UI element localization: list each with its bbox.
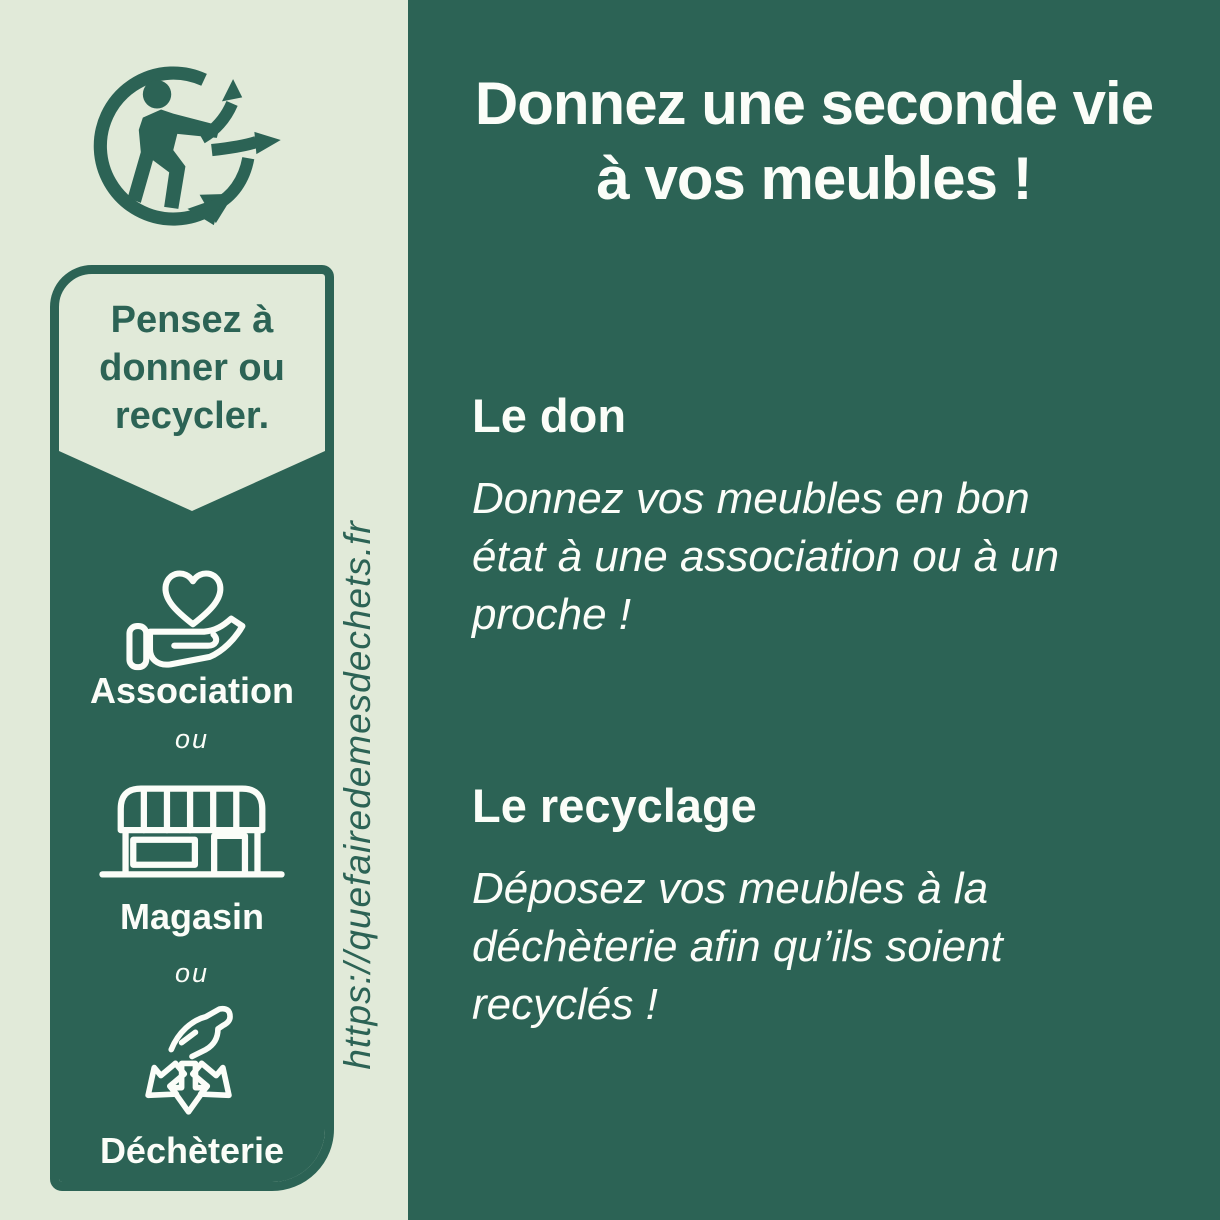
or-separator: ou xyxy=(174,724,210,754)
triman-recycling-logo xyxy=(82,36,300,250)
main-title xyxy=(408,66,1220,216)
dropping-hand xyxy=(171,1009,230,1057)
triman-person-head xyxy=(143,80,171,108)
website-url: https://quefairedemesdechets.fr xyxy=(337,520,378,1070)
destination-association: Association xyxy=(89,670,295,711)
section-heading-recyclage: Le recyclage xyxy=(472,779,757,832)
triman-arrow-right-head xyxy=(254,132,280,154)
triman-arrow-up-head xyxy=(222,79,242,101)
section-body-don xyxy=(472,470,1172,644)
banner-line: donner ou xyxy=(99,347,285,389)
donate-recycle-card xyxy=(50,265,334,1191)
card-banner xyxy=(59,296,325,440)
text-line: Donnez vos meubles en bon xyxy=(472,474,1030,523)
title-line: Donnez une seconde vie xyxy=(474,70,1154,137)
or-separator: ou xyxy=(174,958,210,988)
store-awning-stripes xyxy=(144,789,236,830)
triman-person-body xyxy=(128,110,220,209)
hand-outline xyxy=(150,619,242,665)
destination-magasin: Magasin xyxy=(119,896,265,937)
destination-dechetterie: Déchèterie xyxy=(99,1130,285,1171)
section-body-recyclage xyxy=(472,860,1172,1034)
left-panel xyxy=(0,0,408,1220)
hand-thumb-line xyxy=(174,634,216,645)
banner-line: Pensez à xyxy=(110,299,274,341)
right-panel xyxy=(408,0,1220,1220)
store-window xyxy=(133,840,195,865)
hand-cuff xyxy=(129,626,146,667)
section-heading-don: Le don xyxy=(472,389,627,442)
banner-line: recycler. xyxy=(114,395,270,437)
text-line: état à une association ou à un xyxy=(472,532,1060,581)
text-line: recyclés ! xyxy=(472,980,658,1029)
store-icon xyxy=(98,780,286,884)
hand-heart-icon xyxy=(122,536,262,676)
store-door xyxy=(214,836,245,875)
text-line: Déposez vos meubles à la xyxy=(472,864,989,913)
arrow-down xyxy=(171,1063,206,1111)
text-line: proche ! xyxy=(472,590,631,639)
triman-arrow-right xyxy=(212,142,257,150)
section-don xyxy=(472,390,1172,644)
triman-arrow-up xyxy=(202,103,232,137)
waste-drop-icon xyxy=(128,996,256,1130)
text-line: déchèterie afin qu’ils soient xyxy=(472,922,1003,971)
heart-shape xyxy=(165,574,220,625)
title-line: à vos meubles ! xyxy=(596,145,1032,212)
section-recyclage xyxy=(472,780,1172,1034)
